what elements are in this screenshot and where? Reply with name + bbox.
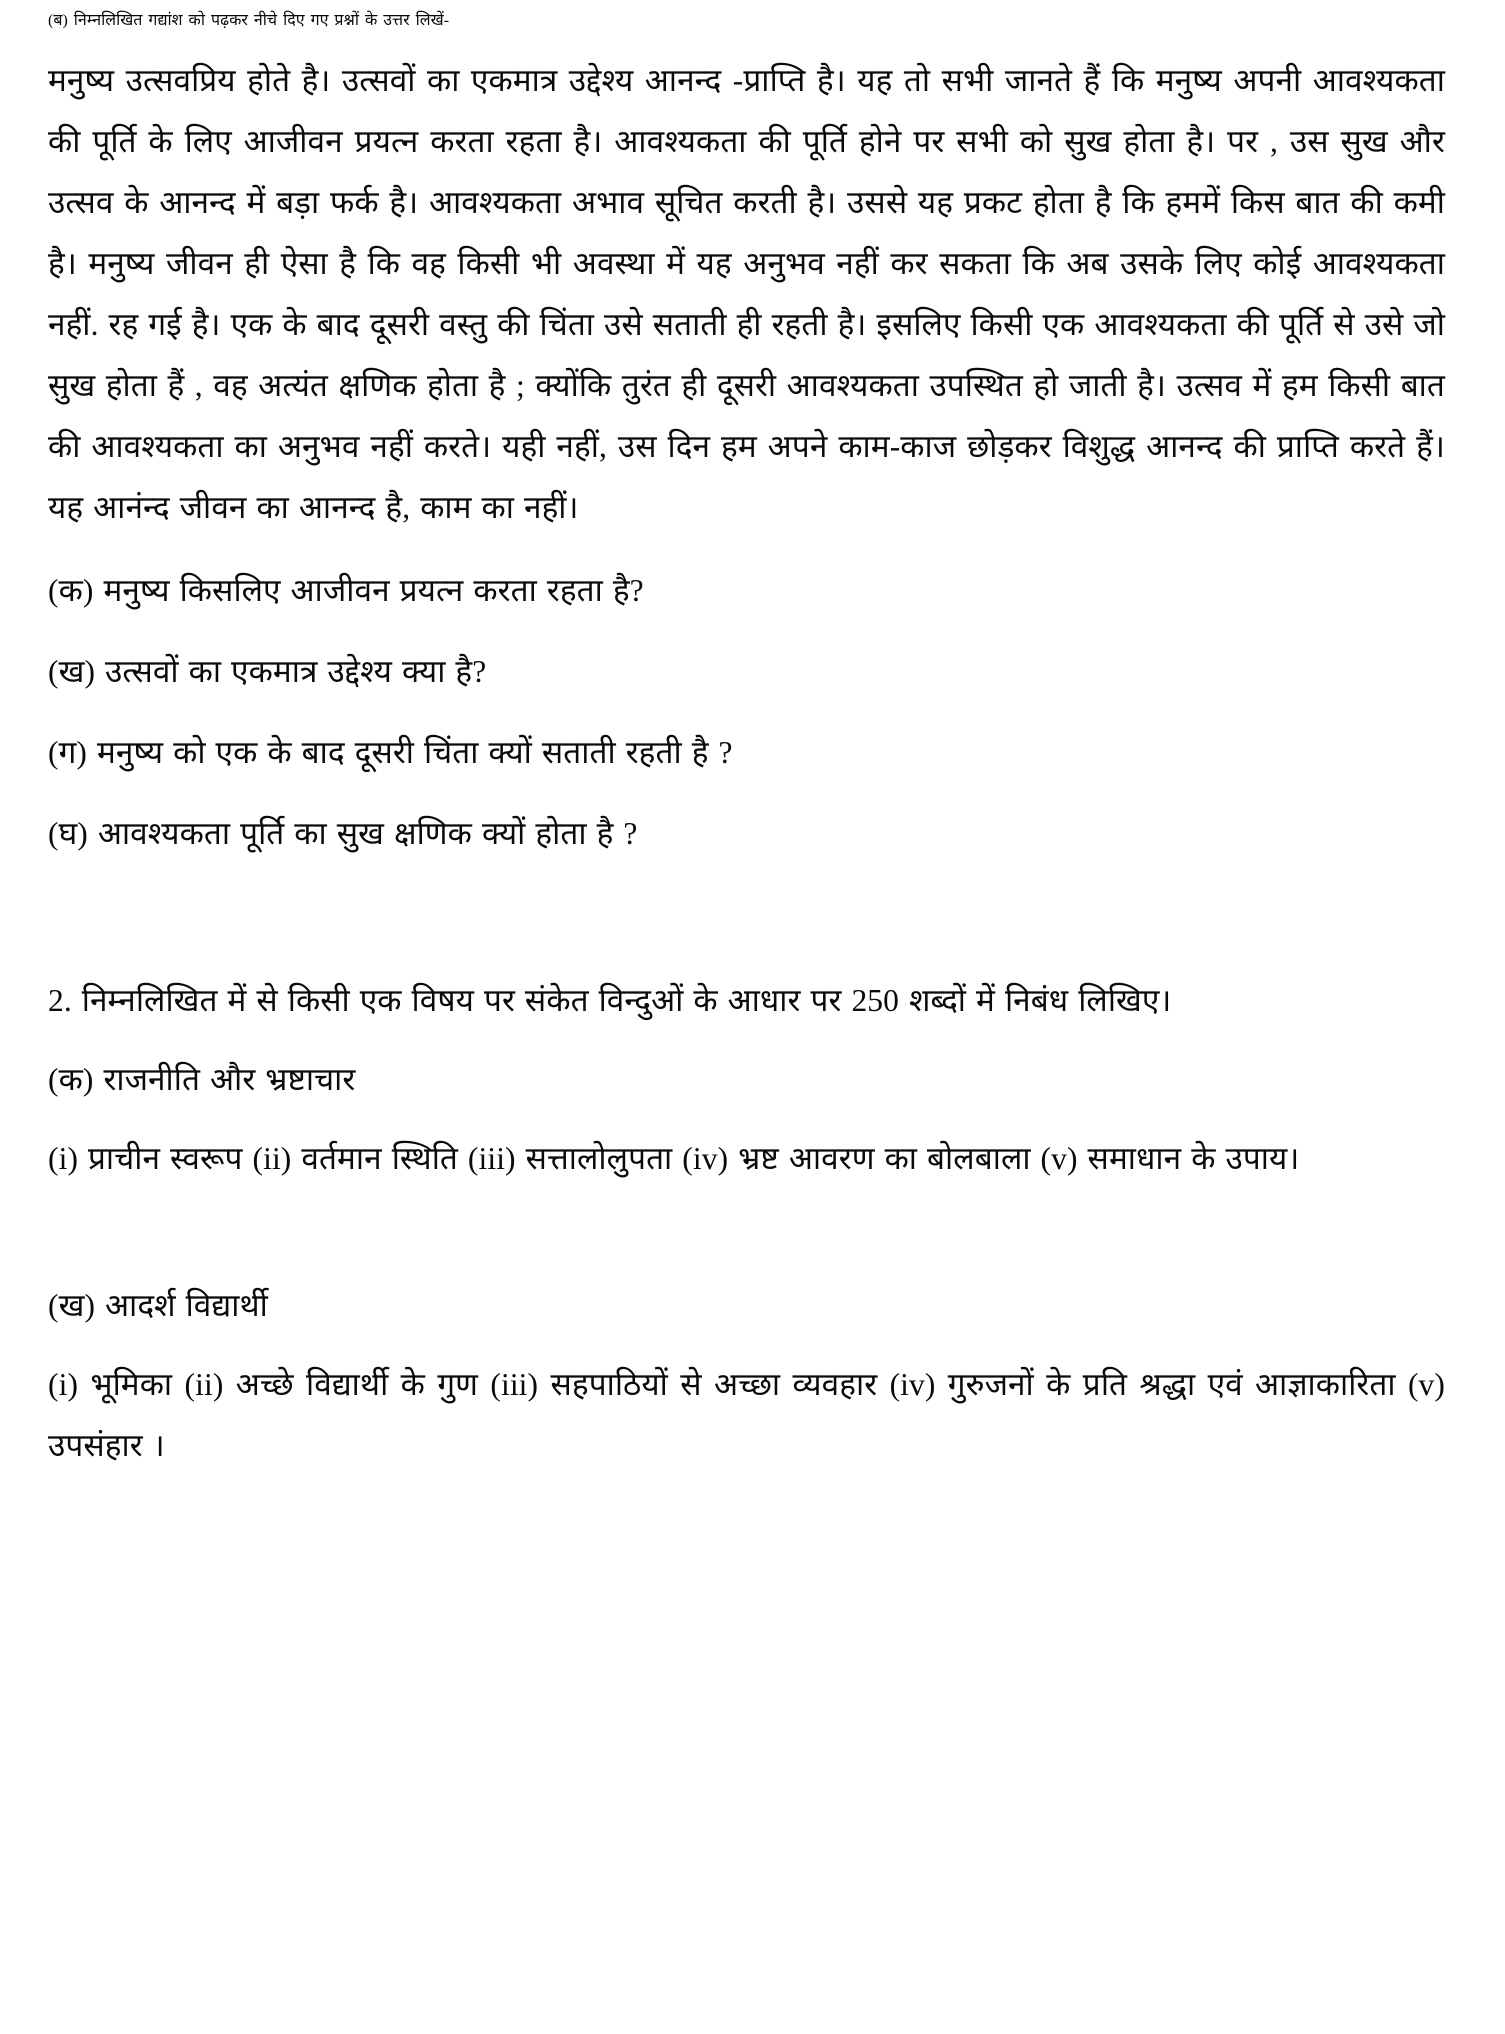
section-spacer-1 (48, 884, 1445, 970)
essay-topic-ka-title: (क) राजनीति और भ्रष्टाचार (48, 1062, 356, 1097)
passage-block (48, 50, 1445, 538)
comprehension-question-gha: (घ) आवश्यकता पूर्ति का सुख क्षणिक क्यों होता है ? (48, 816, 638, 851)
comprehension-question-kha: (ख) उत्सवों का एकमात्र उद्देश्य क्या है? (48, 654, 487, 689)
comprehension-question-list (48, 560, 1445, 864)
essay-topic-ka-points: (i) प्राचीन स्वरूप (ii) वर्तमान स्थिति (iii) सत्तालोलुपता (iv) भ्रष्ट आवरण का बोलबाला (v) समाधान के उपाय। (48, 1141, 1300, 1176)
comprehension-question-ka: (क) मनुष्य किसलिए आजीवन प्रयत्न करता रहता है? (48, 573, 644, 608)
essay-topic-kha-title: (ख) आदर्श विद्यार्थी (48, 1288, 268, 1323)
comprehension-instruction: (ब) निम्नलिखित गद्यांश को पढ़कर नीचे दिए गए प्रश्नों के उत्तर लिखें- (48, 12, 450, 29)
section-spacer-2 (48, 1189, 1445, 1275)
essay-spacer-2 (48, 1110, 1445, 1128)
essay-spacer-1 (48, 1031, 1445, 1049)
essay-topic-kha-points: (i) भूमिका (ii) अच्छे विद्यार्थी के गुण (iii) सहपाठियों से अच्छा व्यवहार (iv) गुरुजनों के प्रति श्रद्धा एवं आज्ञाकारिता (v) उपसंहार । (48, 1367, 1445, 1463)
essay-spacer-3 (48, 1336, 1445, 1354)
comprehension-passage: मनुष्य उत्सवप्रिय होते है। उत्सवों का एकमात्र उद्देश्य आनन्द -प्राप्ति है। यह तो सभी जानते हैं कि मनुष्य अपनी आवश्यकता की पूर्ति के लिए आजीवन प्रयत्न करता रहता है। आवश्यकता की पूर्ति होने पर सभी को सुख होता है। पर , उस सुख और उत्सव के आनन्द में बड़ा फर्क है। आवश्यकता अभाव सूचित करती है। उससे यह प्रकट होता है कि हममें किस बात की कमी है। मनुष्य जीवन ही ऐसा है कि वह किसी भी अवस्था में यह अनुभव नहीं कर सकता कि अब उसके लिए कोई आवश्यकता नहीं. रह गई है। एक के बाद दूसरी वस्तु की चिंता उसे सताती ही रहती है। इसलिए किसी एक आवश्यकता की पूर्ति से उसे जो सुख होता हैं , वह अत्यंत क्षणिक होता है ; क्योंकि तुरंत ही दूसरी आवश्यकता उपस्थित हो जाती है। उत्सव में हम किसी बात की आवश्यकता का अनुभव नहीं करते। यही नहीं, उस दिन हम अपने काम-काज छोड़कर विशुद्ध आनन्द की प्राप्ति करते हैं। यह आनंन्द जीवन का आनन्द है, काम का नहीं। (48, 63, 1445, 525)
comprehension-question-ga: (ग) मनुष्य को एक के बाद दूसरी चिंता क्यों सताती रहती है ? (48, 735, 733, 770)
essay-instruction: 2. निम्नलिखित में से किसी एक विषय पर संकेत विन्दुओं के आधार पर 250 शब्दों में निबंध लिखिए। (48, 983, 1172, 1018)
